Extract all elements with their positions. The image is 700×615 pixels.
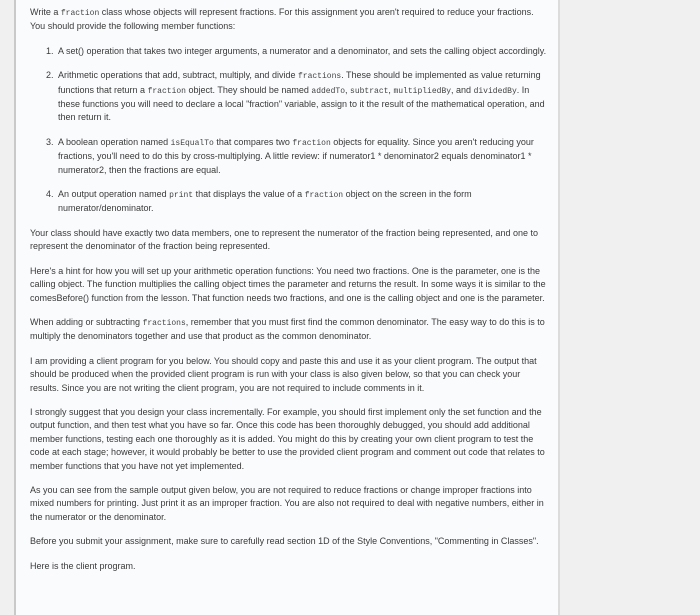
code-term: subtract: [350, 86, 389, 96]
text-segment: Write a: [30, 7, 61, 17]
code-term: dividedBy: [473, 86, 517, 96]
member-functions-list: [30, 45, 550, 216]
text-segment: . In these functions you will need to declare a local "fraction" variable, assign to it the result of the mathematical operation, and then return it.: [58, 84, 545, 123]
common-denominator-paragraph: [30, 316, 550, 344]
code-term: print: [169, 191, 194, 201]
text-segment: . These should be implemented as value returning functions that return a: [58, 70, 541, 95]
text-segment: I strongly suggest that you design your class incrementally. For example, you should first implement only the set function and the output function, and then test what you have so far. Once this code has been thoroughly debugged, you should add additional member functions, testing each one thoroughly as it is added. You might do this by creating your own client program to test the code at each stage; however, it would probably be better to use the provided client program and comment out code that relates to member functions that you have not yet implemented.: [30, 406, 545, 471]
code-term: fraction: [292, 138, 331, 148]
text-segment: Your class should have exactly two data members, one to represent the numerator of the fraction being represented, and one to represent the denominator of the fraction being represented.: [30, 227, 538, 252]
list-item: [56, 45, 550, 58]
incremental-design-paragraph: [30, 406, 550, 473]
text-segment: , remember that you must first find the common denominator. The easy way to do this is to multiply the denominators together and use that product as the common denominator.: [30, 316, 545, 342]
code-term: fractions: [297, 72, 342, 82]
text-segment: , and: [451, 84, 474, 95]
sample-output-paragraph: [30, 484, 550, 524]
text-segment: Before you submit your assignment, make sure to carefully read section 1D of the Style Conventions, "Commenting in Classes".: [30, 536, 539, 547]
code-term: addedTo: [311, 86, 345, 96]
client-program-paragraph: [30, 355, 550, 395]
assignment-panel: [14, 0, 560, 615]
code-term: fraction: [147, 86, 186, 96]
data-members-paragraph: [30, 227, 550, 254]
client-program-heading: [30, 560, 550, 573]
text-segment: An output operation named: [58, 189, 170, 200]
text-segment: that compares two: [213, 136, 293, 147]
list-item: [56, 136, 550, 177]
text-segment: object on the screen in the form numerator/denominator.: [58, 189, 472, 214]
code-term: fractions: [142, 318, 186, 328]
code-term: isEqualTo: [170, 138, 214, 148]
text-segment: I am providing a client program for you below. You should copy and paste this and use it as your client program. The output that should be produced when the provided client program is run with your class is also given below, so that you can check your results. Since you are not writing the client program, you are not required to include comments in it.: [30, 355, 537, 393]
text-segment: As you can see from the sample output given below, you are not required to reduce fractions or change improper fractions into mixed numbers for printing. Just print it as an improper fraction. You are also not required to deal with negative numbers, either in the numerator or the denominator.: [30, 484, 544, 522]
text-segment: ,: [345, 84, 351, 95]
code-term: multipliedBy: [393, 86, 452, 96]
text-segment: that displays the value of a: [193, 189, 305, 200]
code-term: fraction: [60, 9, 100, 18]
text-segment: class whose objects will represent fractions. For this assignment you aren't required to reduce your fractions. You should provide the following member functions:: [30, 7, 534, 32]
list-item: [56, 69, 550, 125]
text-segment: A boolean operation named: [58, 136, 171, 147]
text-segment: A set() operation that takes two integer arguments, a numerator and a denominator, and sets the calling object accordingly.: [58, 45, 547, 56]
assignment-text: [30, 6, 550, 584]
text-segment: Here's a hint for how you will set up your arithmetic operation functions: You need two fractions. One is the parameter, one is the calling object. The function multiplies the calling object times the parameter and returns the result. In some ways it is similar to the comesBefore() function from the lesson. That function needs two fractions, and one is the calling object and one is the parameter.: [30, 265, 546, 303]
text-segment: object. They should be named: [185, 84, 312, 95]
list-item: [56, 188, 550, 216]
intro-paragraph: [30, 6, 550, 34]
text-segment: Here is the client program.: [30, 560, 136, 571]
code-term: fraction: [304, 191, 344, 201]
text-segment: Arithmetic operations that add, subtract, multiply, and divide: [58, 70, 298, 81]
style-conventions-paragraph: [30, 535, 550, 548]
text-segment: objects for equality. Since you aren't reducing your fractions, you'll need to do this by cross-multiplying. A little review: if numerator1 * denominator2 equals denominator1 * numerator2, then the fractions are equal.: [58, 136, 534, 175]
hint-paragraph: [30, 265, 550, 305]
text-segment: ,: [388, 84, 394, 95]
text-segment: When adding or subtracting: [30, 316, 143, 327]
